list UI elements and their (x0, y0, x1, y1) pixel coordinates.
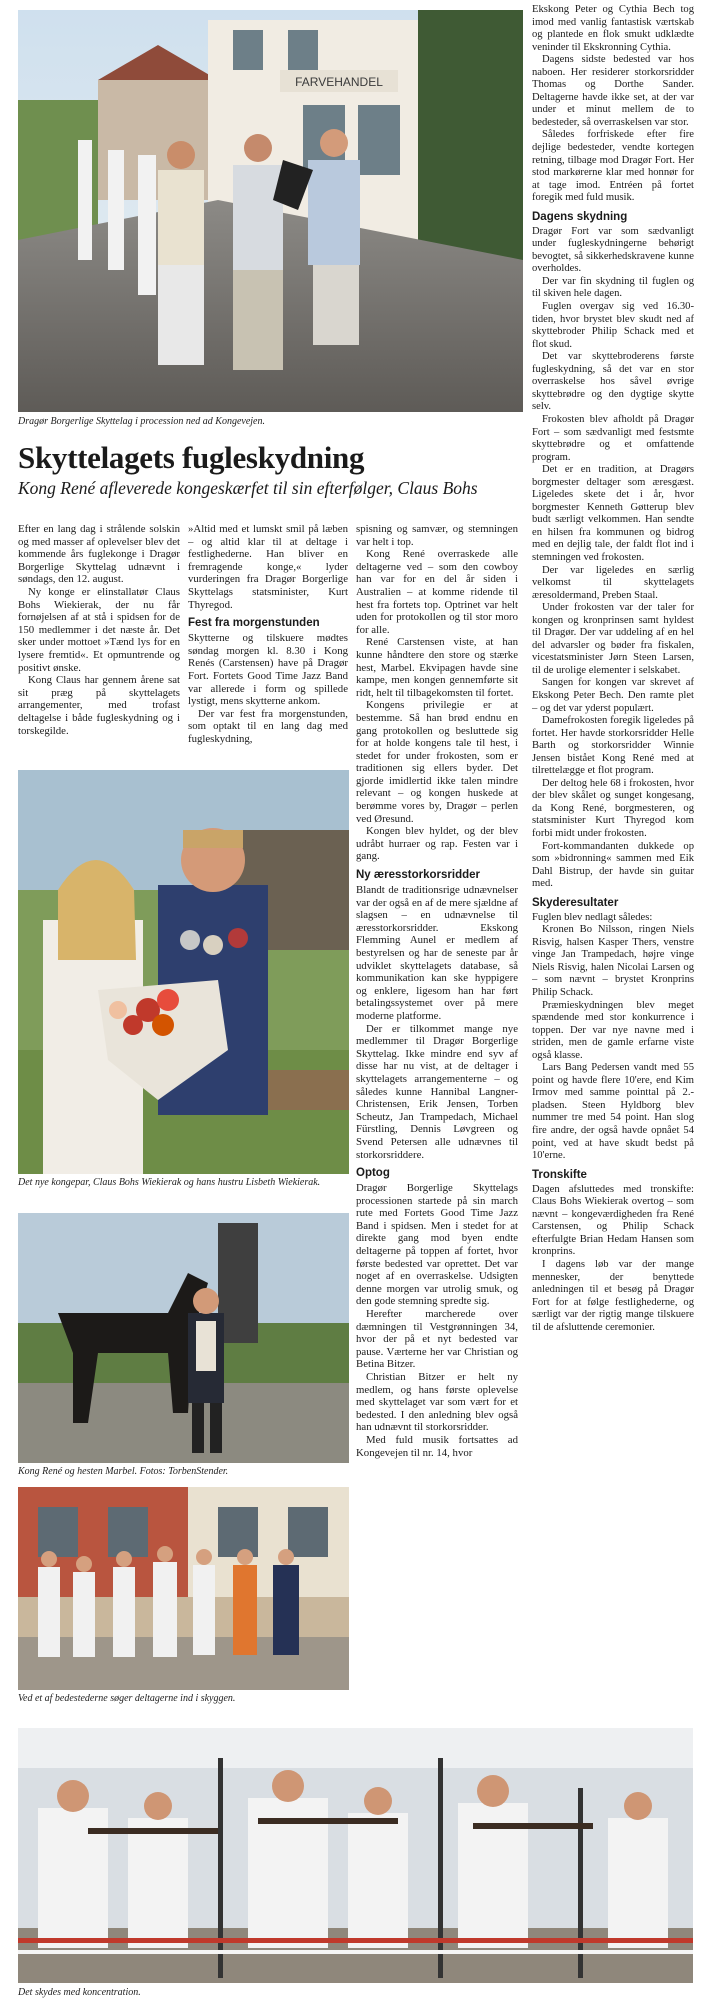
paragraph: Under frokosten var der taler for kongen og kronprinsen samt hyldest til Dragør. Der var uddeling af en hel del advarsler og bøder fra fiskalen, vicestatsminister Jørn Steen Larsen, til de urolige elementer i selskabet. (532, 602, 694, 676)
section-heading: Dagens skydning (532, 210, 628, 223)
horse-photo (18, 1213, 349, 1463)
paragraph: Lars Bang Pedersen vandt med 55 point og havde flere 10'ere, end Kim Irmov med samme pointtal på 2.-pladsen. Steen Hyldborg blev nummer tre med 54 point. Han slog fire andre, der også havde opnået 54 point, ved at have skudt bedst på 10'erne. (532, 1062, 694, 1162)
paragraph: Ny konge er elinstallatør Claus Bohs Wiekierak, der nu får fornøjelsen af at stå i spidsen for de 150 medlemmer i det næste år. Det sker under mottoet »Tænd lys for en lysere fremtid«. Et opmuntrende og positivt ønske. (18, 585, 180, 674)
article-headline: Skyttelagets fugleskydning (18, 440, 365, 475)
paragraph: Dagens sidste bedested var hos naboen. Her residerer storkorsridder Thomas og Dorthe Sander. Deltagerne havde ikke set, at der var under et minut mellem de to bedesteder, så overraskelsen var stor. (532, 54, 694, 128)
section-heading: Fest fra morgenstunden (188, 617, 320, 630)
section-heading: Tronskifte (532, 1168, 587, 1181)
paragraph: Frokosten blev afholdt på Dragør Fort – som sædvanligt med festsmte skyttebrødre og et omfattende program. (532, 413, 694, 463)
section-heading: Ny æresstorkorsridder (356, 869, 480, 882)
shooting-photo (18, 1728, 693, 1983)
paragraph: Således forfriskede efter fire dejlige bedesteder, vendte kortegen retning, tilbage mod Dragør Fort. Her stod markørerne klar med honnør for at tage imod. Entréen på fortet foregik med fuld musik. (532, 129, 694, 204)
paragraph: Der var fin skydning til fuglen og til skiven hele dagen. (532, 275, 694, 300)
paragraph: Dagen afsluttedes med tronskifte: Claus Bohs Wiekierak overtog – som nævnt – kongeværdigheden fra René Carstensen, og Philip Schack efterfulgte Brian Hedam Hansen som kronprins. (532, 1183, 694, 1258)
paragraph: Der var ligeledes en særlig velkomst til skyttelagets æresoldermand, Preben Staal. (532, 564, 694, 601)
paragraph: Skytterne og tilskuere mødtes søndag morgen kl. 8.30 i Kong Renés (Carstensen) have på Dragør Fort. Fortets Good Time Jazz Band var allerede i form og spillede lystigt, mens skytterne ankom. (188, 632, 348, 708)
paragraph: Ekskong Peter og Cythia Bech tog imod med vanlig fantastisk værtskab og plantede en flok smukt udklædte veninder til Ekskronning Cythia. (532, 4, 694, 53)
paragraph: Fuglen overgav sig ved 16.30-tiden, hvor brystet blev skudt ned af skyttebroder Philip Schack med et flot skud. (532, 301, 694, 350)
section-heading: Optog (356, 1167, 390, 1180)
article-column-3 (356, 523, 518, 1726)
paragraph: Med fuld musik fortsattes ad Kongevejen til nr. 14, hvor (356, 1433, 518, 1459)
paragraph: René Carstensen viste, at han kunne håndtere den store og stærke hest, Marbel. Ekvipagen havde sine kampe, men kongen gennemførte sit ridt, helt til tilbagekomsten til fortet. (356, 636, 518, 699)
article-column-1 (18, 523, 180, 768)
paragraph: Præmieskydningen blev meget spændende med stor konkurrence i toppen. Der var nye navne med i striden, men de gamle erfarne viste også klasse. (532, 999, 694, 1061)
paragraph: Kongens privilegie er at bestemme. Så han brød endnu en gang protokollen og besluttede sig for at holde kongens tale til hest, i stedet for under frokosten, som er traditionen sig ellers byder. Det gjorde imidlertid ikke talen mindre relevant – og kongen huskede at berømme vores by, Dragør – perlen ved Øresund. (356, 699, 518, 825)
horse-caption: Kong René og hesten Marbel. Fotos: TorbenStender. (18, 1466, 229, 1477)
paragraph: »Altid med et lumskt smil på læben – og altid klar til at deltage i festlighederne. Han bliver en fremragende konge,« lyder vurderingen fra Dragør Borgerlige Skyttelags statsminister, Kurt Thyregod. (188, 523, 348, 611)
paragraph: Der var fest fra morgenstunden, som optakt til en lang dag med fugleskydning, (188, 707, 348, 745)
paragraph: Blandt de traditionsrige udnævnelser var der også en af de mere sjældne af slagsen – en udnævnelse til æresstorkorsridder. Ekskong Flemming Aunel er medlem af bestyrelsen og har de seneste par år udviklet skyttelagets database, så kommunikation kan ske hyppigere og enklere, ligesom han har ført betalingssystemet over på mere moderne platforme. (356, 884, 518, 1022)
paragraph: Efter en lang dag i strålende solskin og med masser af oplevelser blev det kommende års fuglekonge i Dragør Borgerlige Skyttelag udnævnt i søndags, den 12. august. (18, 523, 180, 586)
paragraph: Damefrokosten foregik ligeledes på fortet. Her havde storkorsridder Helle Barth og storkorsridder Winnie Jensen bistået Kong René med at tilrettelægge et flot program. (532, 715, 694, 777)
paragraph: Dragør Fort var som sædvanligt under fugleskydningerne behørigt bevogtet, så sikkerhedskravene kunne overholdes. (532, 225, 694, 275)
paragraph: I dagens løb var der mange mennesker, der benyttede anledningen til et besøg på Dragør Fort for at følge festlighederne, og særligt var der rigtig mange tilskuere til de afsluttende ceremonier. (532, 1258, 694, 1333)
article-subheadline: Kong René afleverede kongeskærfet til sin efterfølger, Claus Bohs (18, 478, 478, 498)
shooting-caption: Det skydes med koncentration. (18, 1987, 141, 1998)
paragraph: Fuglen blev nedlagt således: (532, 911, 653, 923)
shade-photo (18, 1487, 349, 1690)
procession-caption: Dragør Borgerlige Skyttelag i procession ned ad Kongevejen. (18, 416, 265, 427)
article-column-4 (532, 4, 694, 1722)
king-couple-caption: Det nye kongepar, Claus Bohs Wiekierak og hans hustru Lisbeth Wiekierak. (18, 1177, 321, 1188)
paragraph: Kong René overraskede alle deltagerne ved – som den cowboy han var for en del år siden i Australien – at komme ridende til hest fra fortets top. Optrinet var helt uden for protokollen og til stor moro for alle. (356, 548, 518, 636)
paragraph: Herefter marcherede over dæmningen til Vestgrønningen 34, hvor der på et nyt bedested var pause. Værterne her var Christian og Betina Bitzer. (356, 1308, 518, 1371)
paragraph: Der deltog hele 68 i frokosten, hvor der blev skålet og sunget kongesang, da Kong René, borgmesteren, og statsminister Kurt Thyregod kom forbi midt under frokosten. (532, 777, 694, 839)
paragraph: Dragør Borgerlige Skyttelags processionen startede på sin march rute med Fortets Good Time Jazz Band i spidsen. Men i stedet for at direkte gang mod byen endte deltagerne på toppen af fortet, hvor første bedested var oprettet. Det var noget af en overraskelse. Udsigten denne morgen var utrolig smuk, og den gode stemning spredte sig. (356, 1182, 518, 1308)
paragraph: Kronen Bo Nilsson, ringen Niels Risvig, halsen Kasper Thers, venstre vinge Jan Trampedach, højre vinge Niels Risvig, halen Nicolai Larsen og – som nævnt – brystet Kronprins Philip Schack. (532, 924, 694, 999)
paragraph: Sangen for kongen var skrevet af Ekskong Peter Bech. Den ramte plet – og det var yderst populært. (532, 677, 694, 714)
paragraph: Kongen blev hyldet, og der blev udråbt hurraer og rap. Festen var i gang. (356, 825, 518, 863)
article-column-2 (188, 523, 348, 768)
procession-photo (18, 10, 523, 412)
paragraph: Det var skyttebroderens første fugleskydning, så det var en stor overraskelse hos såvel øvrige skyttebrødre og den dygtige skytte selv. (532, 351, 694, 413)
paragraph: Christian Bitzer er helt ny medlem, og hans første oplevelse med skyttelaget var som vært for et bedested. I den anledning blev også han udnævnt til storkorsridder. (356, 1371, 518, 1434)
paragraph: Det er en tradition, at Dragørs borgmester deltager som æresgæst. Ligeledes skete det i år, hvor borgmester Kenneth Gøtterup blev budt særligt velkommen. Han sendte en hilsen fra kommunen og bidrog med en dejlig tale, der faldt flot ind i stemningen ved frokosten. (532, 464, 694, 563)
paragraph: Der er tilkommet mange nye medlemmer til Dragør Borgerlige Skyttelag. Ikke mindre end syv af disse har nu vist, at de deltager i skyttelagets arrangementerne – og således kunne Hannibal Langner-Christensen, Erik Jensen, Torben Scheutz, Jan Trampedach, Michael Fürstling, Dennis Løvgreen og Svend Petersen alle udnævnes til storkorsriddere. (356, 1022, 518, 1161)
king-couple-photo (18, 770, 349, 1174)
paragraph: Fort-kommandanten dukkede op som »bidronning« sammen med Eik Dahl Bistrup, der havde sin guitar med. (532, 840, 694, 890)
shade-caption: Ved et af bedestederne søger deltagerne ind i skyggen. (18, 1693, 236, 1704)
shop-sign: FARVEHANDEL (295, 75, 383, 89)
section-heading: Skyderesultater (532, 896, 619, 909)
paragraph: spisning og samvær, og stemningen var helt i top. (356, 523, 518, 548)
paragraph: Kong Claus har gennem årene sat sit præg på skyttelagets arrangementer, med trofast deltagelse i både fugleskydning og i torskegilde. (18, 674, 180, 737)
